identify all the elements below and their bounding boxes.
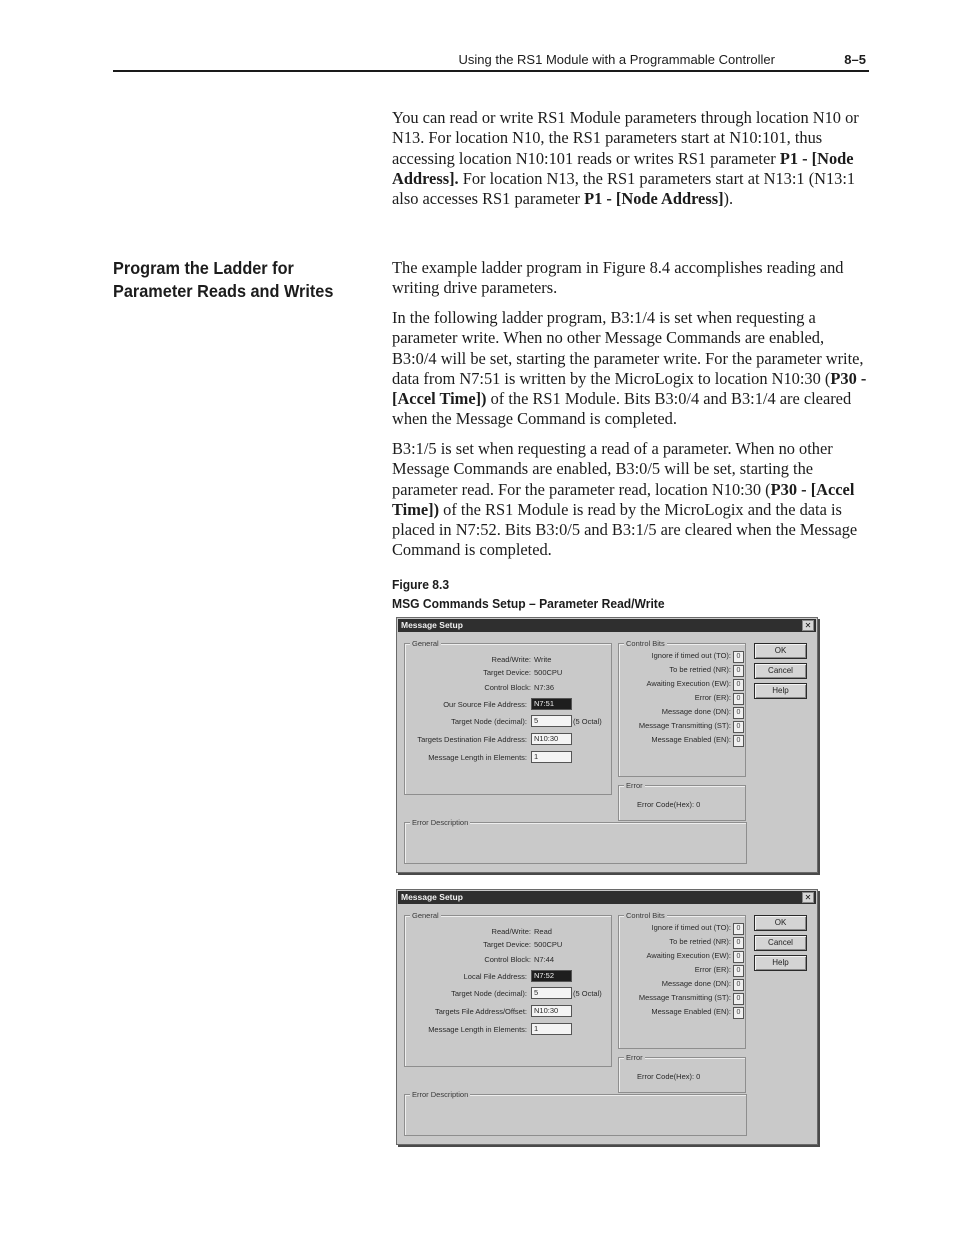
intro-text-1: You can read or write RS1 Module parameters through location N10 or N13. For location N10, the RS1 parameters start at N10:101, thus accessing location N10:101 reads or writes RS1 parameter xyxy=(392,108,859,168)
target-node-octal: (5 Octal) xyxy=(573,717,602,726)
close-icon[interactable]: ✕ xyxy=(802,620,814,631)
target-device-label: Target Device: xyxy=(483,940,531,949)
intro-text-2: For location N13, the RS1 parameters start at N13:1 (N13:1 also accesses RS1 parameter xyxy=(392,168,856,209)
bit-checkbox-en[interactable]: 0 xyxy=(733,735,744,747)
read-write-value: Read xyxy=(534,927,552,936)
bit-label-ew: Awaiting Execution (EW): xyxy=(646,679,731,688)
control-block-value: N7:36 xyxy=(534,683,555,692)
bit-checkbox-ew[interactable]: 0 xyxy=(733,951,744,963)
intro-text-3: ). xyxy=(723,189,734,209)
error-description-label: Error Description xyxy=(412,818,469,827)
message-length-input[interactable]: 1 xyxy=(531,751,572,763)
p3-text-c: of the RS1 Module is read by the MicroLogix and the data is placed in N7:52. Bits B3:0/5 and B3:1/5 are cleared when the Message Command is completed. xyxy=(392,499,858,560)
intro-bold-2: P1 - [Node Address] xyxy=(584,189,724,209)
control-bits-label: Control Bits xyxy=(626,911,665,920)
bit-label-er: Error (ER): xyxy=(694,693,731,702)
bit-label-er: Error (ER): xyxy=(694,965,731,974)
bit-checkbox-dn[interactable]: 0 xyxy=(733,979,744,991)
cancel-button[interactable]: Cancel xyxy=(754,935,807,951)
dialog-title-bar xyxy=(398,891,816,904)
bit-label-to: Ignore if timed out (TO): xyxy=(651,923,731,932)
help-button[interactable]: Help xyxy=(754,955,807,971)
bit-label-en: Message Enabled (EN): xyxy=(651,735,731,744)
bit-label-ew: Awaiting Execution (EW): xyxy=(646,951,731,960)
target-node-input[interactable]: 5 xyxy=(531,987,572,999)
source-file-address-label: Our Source File Address: xyxy=(443,700,527,709)
bit-label-nr: To be retried (NR): xyxy=(669,937,731,946)
dialog-title: Message Setup xyxy=(401,892,463,902)
running-header-title: Using the RS1 Module with a Programmable Controller xyxy=(458,52,775,67)
bit-checkbox-nr[interactable]: 0 xyxy=(733,665,744,677)
file-address-offset-label: Targets File Address/Offset: xyxy=(435,1007,527,1016)
bit-checkbox-er[interactable]: 0 xyxy=(733,693,744,705)
target-device-value: 500CPU xyxy=(534,940,563,949)
destination-address-label: Targets Destination File Address: xyxy=(417,735,527,744)
bit-label-en: Message Enabled (EN): xyxy=(651,1007,731,1016)
p2-text-c: of the RS1 Module. Bits B3:0/4 and B3:1/4 are cleared when the Message Command is completed. xyxy=(392,389,852,429)
dialog-title: Message Setup xyxy=(401,620,463,630)
bit-checkbox-st[interactable]: 0 xyxy=(733,721,744,733)
header-rule xyxy=(113,70,869,72)
close-icon[interactable]: ✕ xyxy=(802,892,814,903)
error-description-label: Error Description xyxy=(412,1090,469,1099)
bit-label-dn: Message done (DN): xyxy=(661,979,731,988)
target-node-label: Target Node (decimal): xyxy=(451,717,527,726)
bit-label-st: Message Transmitting (ST): xyxy=(638,721,731,730)
p3-bold: P30 - [Accel Time]) xyxy=(392,479,855,519)
help-button[interactable]: Help xyxy=(754,683,807,699)
error-description-group xyxy=(404,818,747,864)
bit-checkbox-to[interactable]: 0 xyxy=(733,923,744,935)
section-paragraph-2 xyxy=(392,308,870,430)
bit-label-nr: To be retried (NR): xyxy=(669,665,731,674)
bit-checkbox-st[interactable]: 0 xyxy=(733,993,744,1005)
bit-checkbox-en[interactable]: 0 xyxy=(733,1007,744,1019)
bit-checkbox-to[interactable]: 0 xyxy=(733,651,744,663)
dialog-title-bar xyxy=(398,619,816,632)
intro-paragraph xyxy=(392,108,870,209)
destination-address-input[interactable]: N10:30 xyxy=(531,733,572,745)
target-device-label: Target Device: xyxy=(483,668,531,677)
error-description-group xyxy=(404,1090,747,1136)
p2-bold: P30 - [Accel Time]) xyxy=(392,368,867,409)
section-paragraph-3 xyxy=(392,439,870,561)
message-length-label: Message Length in Elements: xyxy=(428,1025,527,1034)
read-write-value: Write xyxy=(534,655,552,664)
cancel-button[interactable]: Cancel xyxy=(754,663,807,679)
general-group-label: General xyxy=(412,911,439,920)
p2-text-a: In the following ladder program, B3:1/4 is set when requesting a parameter write. When no other Message Commands are enabled, B3:0/4 will be set, starting the parameter write. For the parameter write, data from N7:51 is written by the MicroLogix to location N10:30 ( xyxy=(392,308,864,388)
read-write-label: Read/Write: xyxy=(491,655,531,664)
target-node-label: Target Node (decimal): xyxy=(451,989,527,998)
bit-checkbox-er[interactable]: 0 xyxy=(733,965,744,977)
figure-number: Figure 8.3 xyxy=(392,577,450,592)
ok-button[interactable]: OK xyxy=(754,643,807,659)
error-group-label: Error xyxy=(626,781,643,790)
message-setup-dialog-write xyxy=(396,617,818,873)
bit-checkbox-nr[interactable]: 0 xyxy=(733,937,744,949)
message-setup-dialog-read xyxy=(396,889,818,1145)
section-paragraph-1: The example ladder program in Figure 8.4 accomplishes reading and writing drive parameters. xyxy=(392,258,844,298)
control-block-value: N7:44 xyxy=(534,955,555,964)
control-block-label: Control Block: xyxy=(484,955,531,964)
source-file-address-input[interactable]: N7:51 xyxy=(531,698,572,710)
error-group-label: Error xyxy=(626,1053,643,1062)
file-address-offset-input[interactable]: N10:30 xyxy=(531,1005,572,1017)
error-code: Error Code(Hex): 0 xyxy=(637,800,701,809)
message-length-input[interactable]: 1 xyxy=(531,1023,572,1035)
target-node-input[interactable]: 5 xyxy=(531,715,572,727)
error-code: Error Code(Hex): 0 xyxy=(637,1072,701,1081)
figure-caption: MSG Commands Setup – Parameter Read/Write xyxy=(392,596,665,611)
page-number: 8–5 xyxy=(844,52,866,67)
section-heading: Program the Ladder for Parameter Reads and Writes xyxy=(113,258,334,301)
bit-label-st: Message Transmitting (ST): xyxy=(638,993,731,1002)
bit-checkbox-ew[interactable]: 0 xyxy=(733,679,744,691)
message-length-label: Message Length in Elements: xyxy=(428,753,527,762)
control-block-label: Control Block: xyxy=(484,683,531,692)
ok-button[interactable]: OK xyxy=(754,915,807,931)
p3-text-a: B3:1/5 is set when requesting a read of a parameter. When no other Message Commands are enabled, B3:0/5 will be set, starting the parameter read. For the parameter read, location N10:30 ( xyxy=(392,439,833,499)
bit-checkbox-dn[interactable]: 0 xyxy=(733,707,744,719)
bit-label-to: Ignore if timed out (TO): xyxy=(651,651,731,660)
local-file-address-label: Local File Address: xyxy=(463,972,527,981)
intro-bold-1: P1 - [Node Address]. xyxy=(392,148,854,188)
general-group-label: General xyxy=(412,639,439,648)
control-bits-label: Control Bits xyxy=(626,639,665,648)
target-node-octal: (5 Octal) xyxy=(573,989,602,998)
local-file-address-input[interactable]: N7:52 xyxy=(531,970,572,982)
bit-label-dn: Message done (DN): xyxy=(661,707,731,716)
read-write-label: Read/Write: xyxy=(491,927,531,936)
target-device-value: 500CPU xyxy=(534,668,563,677)
